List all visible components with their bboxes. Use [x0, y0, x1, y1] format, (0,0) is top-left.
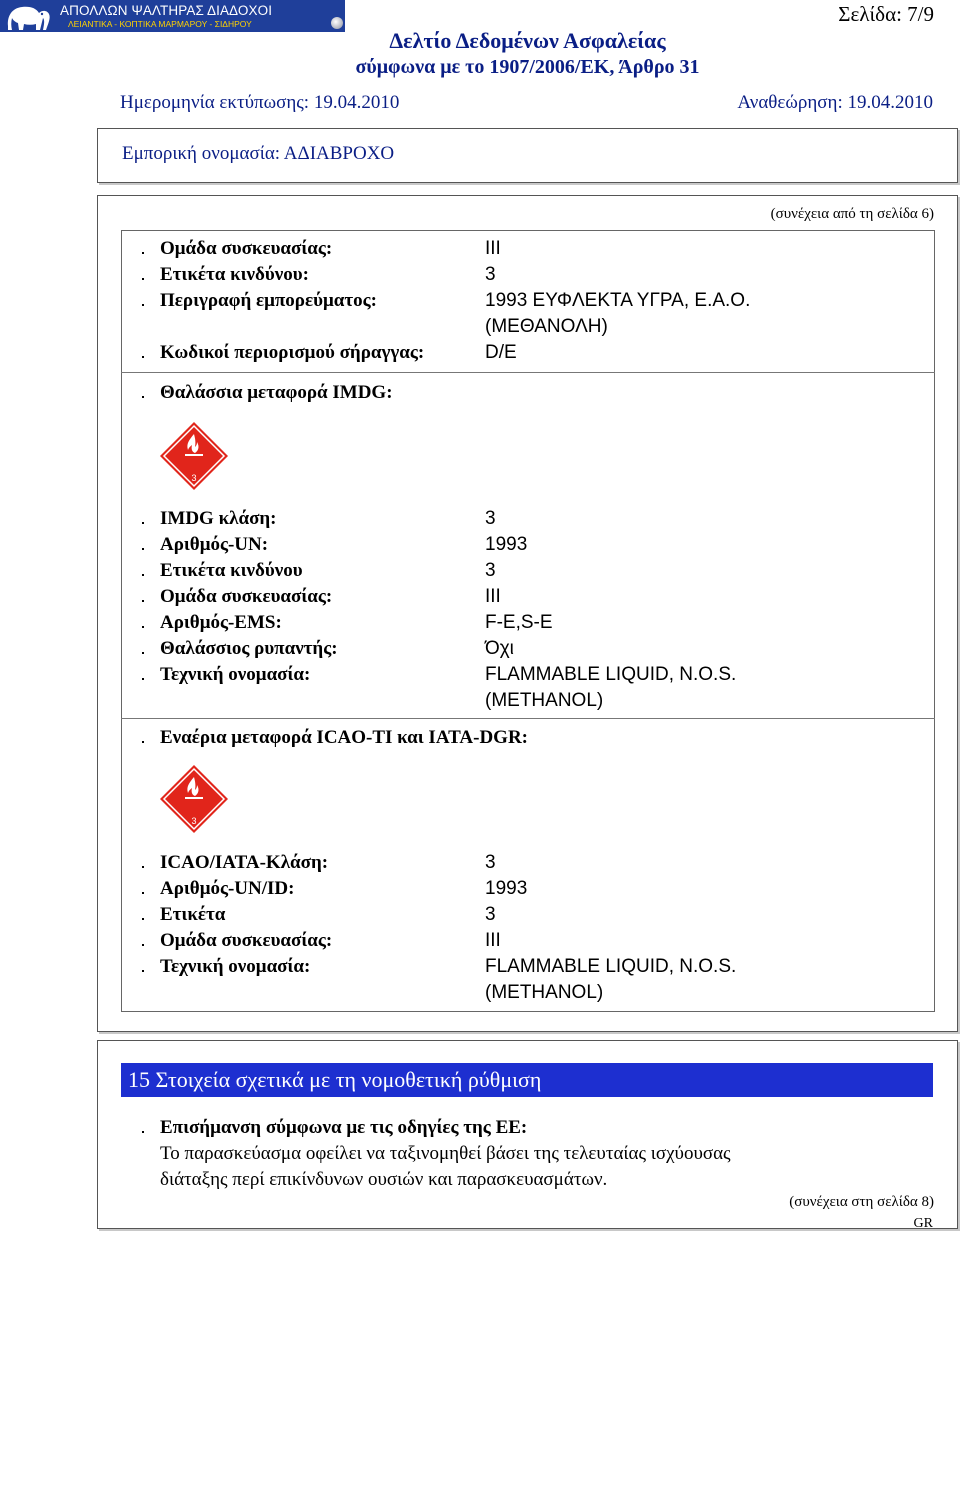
bullet	[142, 278, 144, 280]
language-code: GR	[913, 1216, 933, 1231]
imdg-technical-name-value: FLAMMABLE LIQUID, N.O.S.	[485, 664, 737, 685]
icao-class-label: ICAO/IATA-Κλάση:	[160, 852, 329, 873]
pictogram-number: 3	[191, 473, 197, 483]
revision-date: Αναθεώρηση: 19.04.2010	[737, 92, 933, 113]
imdg-class-value: 3	[485, 508, 496, 529]
eu-labelling-text-cont: διάταξης περί επικίνδυνων ουσιών και παρασκευασμάτων.	[160, 1169, 608, 1190]
bullet	[142, 678, 144, 680]
bullet	[142, 1131, 144, 1133]
icao-technical-name-value: FLAMMABLE LIQUID, N.O.S.	[485, 956, 737, 977]
imdg-heading: Θαλάσσια μεταφορά IMDG:	[160, 382, 393, 403]
icao-class-value: 3	[485, 852, 496, 873]
section-15-title: 15 Στοιχεία σχετικά με τη νομοθετική ρύθμιση	[121, 1063, 933, 1097]
adr-hazard-label-label: Ετικέτα κινδύνου:	[160, 264, 309, 285]
bullet	[142, 522, 144, 524]
divider	[121, 372, 935, 373]
adr-packing-group-label: Ομάδα συσκευασίας:	[160, 238, 333, 259]
bullet	[142, 918, 144, 920]
imdg-hazard-label-label: Ετικέτα κινδύνου	[160, 560, 303, 581]
company-tagline: ΛΕΙΑΝΤΙΚΑ - ΚΟΠΤΙΚΑ ΜΑΡΜΑΡΟΥ - ΣΙΔΗΡΟΥ	[68, 19, 252, 29]
adr-hazard-label-value: 3	[485, 264, 496, 285]
pictogram-number: 3	[191, 816, 197, 826]
bullet	[142, 252, 144, 254]
flammable-liquid-class-3-icon	[158, 420, 230, 492]
bullet	[142, 652, 144, 654]
bullet	[142, 741, 144, 743]
imdg-un-label: Αριθμός-UN:	[160, 534, 269, 555]
icao-packing-group-label: Ομάδα συσκευασίας:	[160, 930, 333, 951]
divider	[121, 718, 935, 719]
adr-tunnel-label: Κωδικοί περιορισμού σήραγγας:	[160, 342, 425, 363]
bullet	[142, 600, 144, 602]
adr-tunnel-value: D/E	[485, 342, 517, 363]
imdg-technical-name-label: Τεχνική ονομασία:	[160, 664, 311, 685]
imdg-ems-value: F-E,S-E	[485, 612, 553, 633]
icao-technical-name-label: Τεχνική ονομασία:	[160, 956, 311, 977]
continued-from-note: (συνέχεια από τη σελίδα 6)	[770, 206, 934, 222]
print-date: Ημερομηνία εκτύπωσης: 19.04.2010	[120, 92, 400, 113]
bullet	[142, 356, 144, 358]
bullet	[142, 626, 144, 628]
adr-description-value: 1993 ΕΥΦΛΕΚΤΑ ΥΓΡΑ, Ε.Α.Ο.	[485, 290, 751, 311]
imdg-marine-pollutant-label: Θαλάσσιος ρυπαντής:	[160, 638, 338, 659]
bullet	[142, 548, 144, 550]
icao-label-value: 3	[485, 904, 496, 925]
continued-to-note: (συνέχεια στη σελίδα 8)	[789, 1194, 934, 1210]
bullet	[142, 396, 144, 398]
bullet	[142, 304, 144, 306]
imdg-packing-group-value: III	[485, 586, 501, 607]
icao-heading: Εναέρια μεταφορά ICAO-TI και IATA-DGR:	[160, 727, 528, 748]
adr-packing-group-value: III	[485, 238, 501, 259]
adr-description-label: Περιγραφή εμπορεύματος:	[160, 290, 377, 311]
eu-labelling-text: Το παρασκεύασμα οφείλει να ταξινομηθεί βάσει της τελευταίας ισχύουσας	[160, 1143, 731, 1164]
company-name: ΑΠΟΛΛΩΝ ΨΑΛΤΗΡΑΣ ΔΙΑΔΟΧΟΙ	[60, 3, 273, 18]
icao-technical-name-value-cont: (METHANOL)	[485, 982, 604, 1003]
trade-name: Εμπορική ονομασία: ΑΔΙΑΒΡΟΧΟ	[122, 143, 395, 164]
bullet	[142, 866, 144, 868]
eu-labelling-heading: Επισήμανση σύμφωνα με τις οδηγίες της ΕΕ:	[160, 1117, 528, 1138]
adr-description-value-cont: (ΜΕΘΑΝΟΛΗ)	[485, 316, 608, 337]
icao-un-label: Αριθμός-UN/ID:	[160, 878, 295, 899]
imdg-ems-label: Αριθμός-EMS:	[160, 612, 282, 633]
bullet	[142, 970, 144, 972]
imdg-packing-group-label: Ομάδα συσκευασίας:	[160, 586, 333, 607]
imdg-technical-name-value-cont: (METHANOL)	[485, 690, 604, 711]
bullet	[142, 892, 144, 894]
flammable-liquid-class-3-icon	[158, 763, 230, 835]
document-subtitle: σύμφωνα με το 1907/2006/ΕΚ, Άρθρο 31	[355, 56, 700, 78]
imdg-hazard-label-value: 3	[485, 560, 496, 581]
imdg-marine-pollutant-value: Όχι	[485, 638, 514, 659]
imdg-class-label: IMDG κλάση:	[160, 508, 277, 529]
icao-label-label: Ετικέτα	[160, 904, 226, 925]
icao-un-value: 1993	[485, 878, 528, 899]
icao-packing-group-value: III	[485, 930, 501, 951]
document-title: Δελτίο Δεδομένων Ασφαλείας	[389, 28, 666, 53]
imdg-un-value: 1993	[485, 534, 528, 555]
page-number: Σελίδα: 7/9	[838, 2, 934, 26]
bullet	[142, 944, 144, 946]
bullet	[142, 574, 144, 576]
